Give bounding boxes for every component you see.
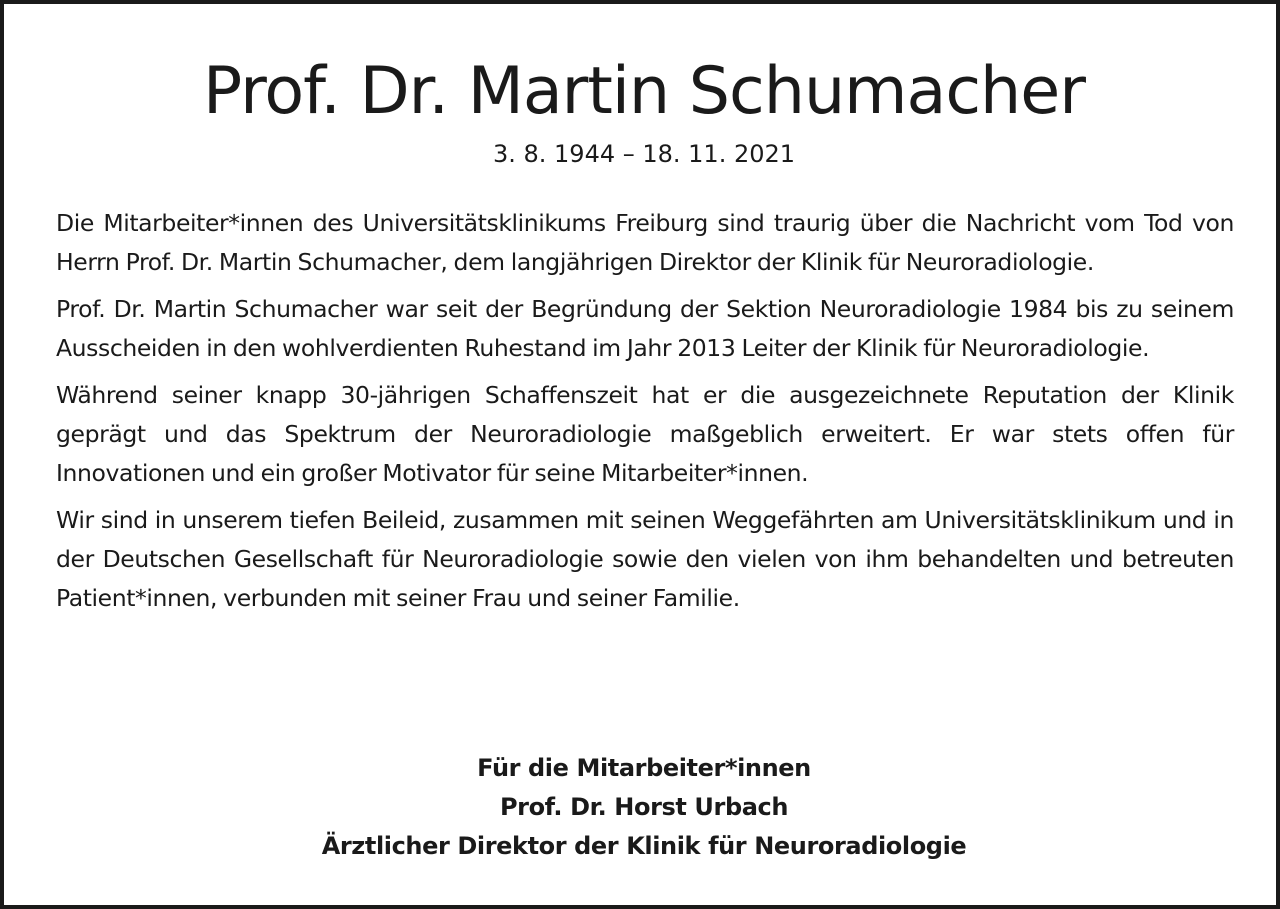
obituary-body <box>56 204 1234 626</box>
paragraph-achievements: Während seiner knapp 30-jährigen Schaffenszeit hat er die ausgezeichnete Reputation der Klinik geprägt und das Spektrum der Neuroradiologie maßgeblich erweitert. Er war stets offen für Innovationen und ein großer Motivator für seine Mitarbeiter*innen. <box>56 381 1234 487</box>
signature-name: Prof. Dr. Horst Urbach <box>499 793 789 821</box>
paragraph-career: Prof. Dr. Martin Schumacher war seit der Begründung der Sektion Neuroradiologie 1984 bis zu seinem Ausscheiden in den wohlverdienten Ruhestand im Jahr 2013 Leiter der Klinik für Neuroradiologie. <box>56 295 1234 362</box>
signature-on-behalf: Für die Mitarbeiter*innen <box>477 754 811 782</box>
life-dates: 3. 8. 1944 – 18. 11. 2021 <box>492 140 796 168</box>
paragraph-announcement: Die Mitarbeiter*innen des Universitätsklinikums Freiburg sind traurig über die Nachricht vom Tod von Herrn Prof. Dr. Martin Schumacher, dem langjährigen Direktor der Klinik für Neuroradiologie. <box>56 209 1234 276</box>
paragraph-condolences: Wir sind in unserem tiefen Beileid, zusammen mit seinen Weggefährten am Universitätsklinikum und in der Deutschen Gesellschaft für Neuroradiologie sowie den vielen von ihm behandelten und betreuten Patient*innen, verbunden mit seiner Frau und seiner Familie. <box>56 506 1234 612</box>
signature-block <box>4 749 1280 866</box>
signature-title: Ärztlicher Direktor der Klinik für Neuroradiologie <box>321 832 967 860</box>
deceased-name: Prof. Dr. Martin Schumacher <box>203 54 1085 129</box>
